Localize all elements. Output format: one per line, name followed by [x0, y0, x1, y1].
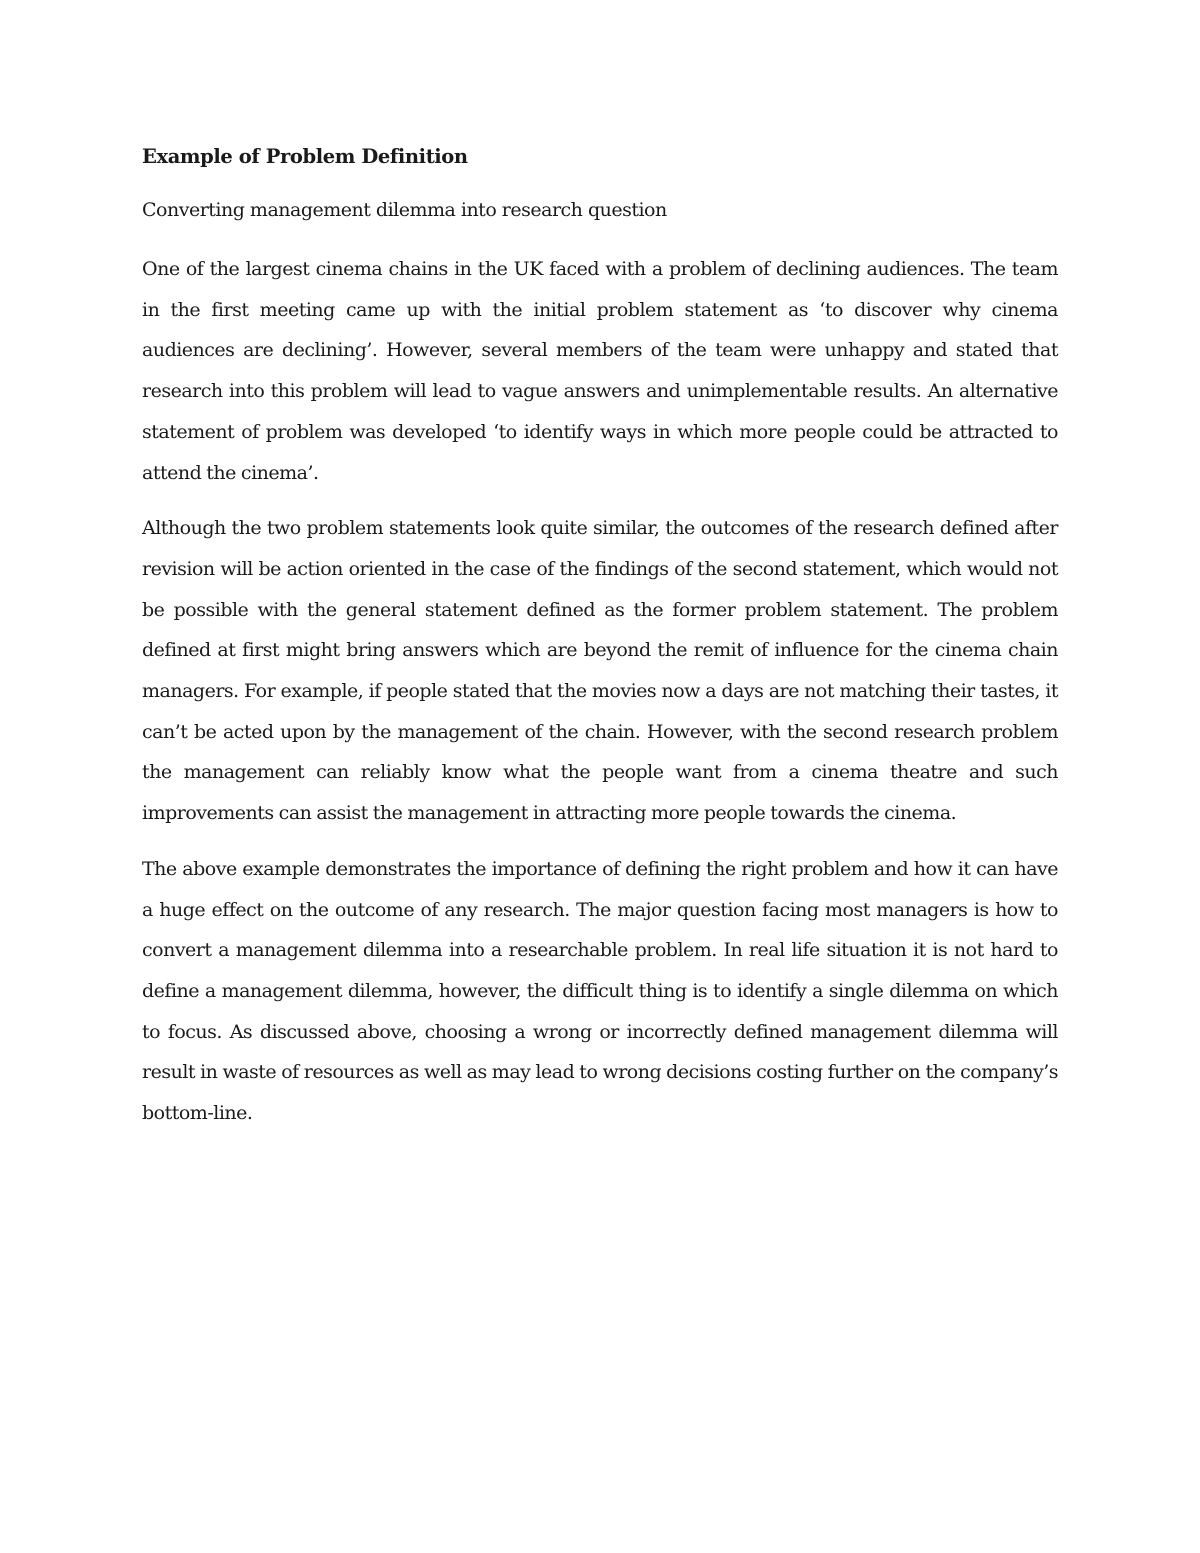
document-title: Example of Problem Definition: [142, 145, 468, 168]
paragraph-3: The above example demonstrates the importance of defining the right problem and how it can have a huge effect on the outcome of any research. The major question facing most managers is how to convert a management dilemma into a researchable problem. In real life situation it is not hard to define a management dilemma, however, the difficult thing is to identify a single dilemma on which to focus. As discussed above, choosing a wrong or incorrectly defined management dilemma will result in waste of resources as well as may lead to wrong decisions costing further on the company’s bottom-line.: [142, 857, 1058, 1125]
document-subtitle: Converting management dilemma into research question: [142, 199, 667, 221]
paragraph-1: One of the largest cinema chains in the UK faced with a problem of declining audiences. The team in the first meeting came up with the initial problem statement as ‘to discover why cinema audiences are declining’. However, several members of the team were unhappy and stated that research into this problem will lead to vague answers and unimplementable results. An alternative statement of problem was developed ‘to identify ways in which more people could be attracted to attend the cinema’.: [142, 258, 1058, 484]
paragraph-2: Although the two problem statements look quite similar, the outcomes of the research defined after revision will be action oriented in the case of the findings of the second statement, which would not be possible with the general statement defined as the former problem statement. The problem defined at first might bring answers which are beyond the remit of influence for the cinema chain managers. For example, if people stated that the movies now a days are not matching their tastes, it can’t be acted upon by the management of the chain. However, with the second research problem the management can reliably know what the people want from a cinema theatre and such improvements can assist the management in attracting more people towards the cinema.: [142, 517, 1058, 825]
document-body: [142, 138, 1058, 1149]
